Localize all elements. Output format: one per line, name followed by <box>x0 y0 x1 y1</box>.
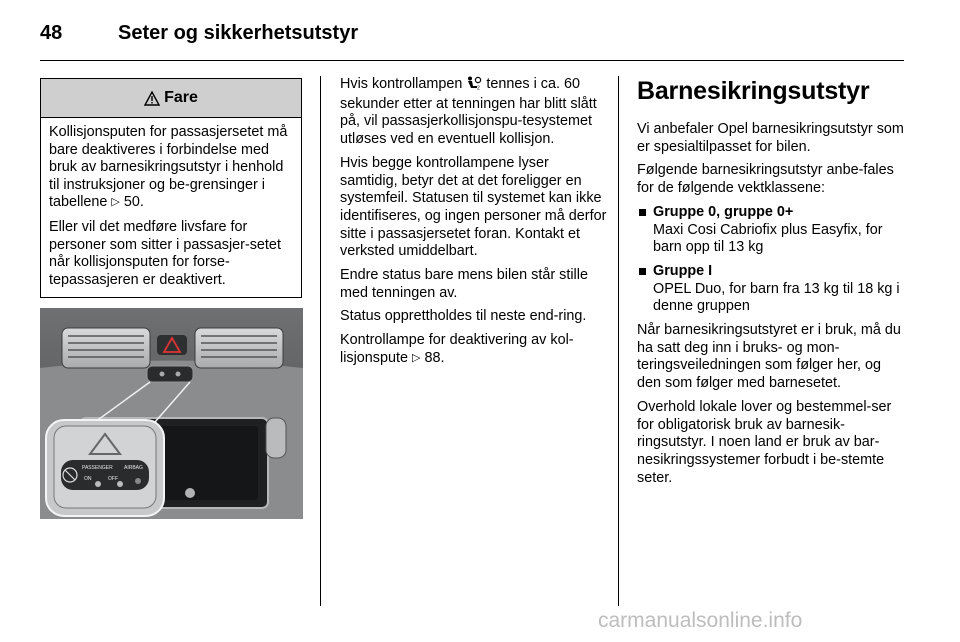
paragraph: Endre status bare mens bilen står stille med tenningen av. <box>340 267 588 301</box>
list-item <box>637 263 905 316</box>
list-item-desc: Maxi Cosi Cabriofix plus Easyfix, for barn opp til 13 kg <box>653 221 883 256</box>
warning-paragraph: Kollisjonsputen for passasjersetet må bare deaktiveres i forbindelse med bruk av barnesikringsutstyr i henhold til instruksjoner og be-grensinger i tabellene ▷ 50. <box>49 124 288 211</box>
paragraph: Hvis begge kontrollampene lyser samtidig, betyr det at det foreligger en systemfeil. Statusen til systemet kan ikke identifiseres, og ingen personer må derfor sitte i passasjersetet foran. Kontakt et verksted umiddelbart. <box>340 154 607 260</box>
paragraph: Når barnesikringsutstyret er i bruk, må du ha satt deg inn i bruks- og mon-teringsveiledningen som følger her, og den som følger med barnesetet. <box>637 322 901 392</box>
warning-label: Fare <box>164 89 198 106</box>
airbag-label: AIRBAG <box>124 465 143 471</box>
list-item-title: Gruppe 0, gruppe 0+ <box>653 203 794 220</box>
list-item-desc: OPEL Duo, for barn fra 13 kg til 18 kg i denne gruppen <box>653 280 900 315</box>
paragraph: Følgende barnesikringsutstyr anbe-fales for de følgende vektklassene: <box>637 162 894 197</box>
list-item-title: Gruppe I <box>653 262 713 279</box>
passenger-airbag-lamp-icon <box>466 76 482 96</box>
column-divider-left <box>320 76 321 606</box>
list-item <box>637 204 905 257</box>
warning-triangle-icon <box>144 91 160 106</box>
header-rule <box>40 60 904 61</box>
page-header <box>40 22 904 52</box>
column-divider-right <box>618 76 619 606</box>
danger-warning-box <box>40 78 302 298</box>
bullet-icon <box>639 268 646 275</box>
section-heading: Barnesikringsutstyr <box>637 77 870 105</box>
bullet-icon <box>639 209 646 216</box>
paragraph: Status opprettholdes til neste end-ring. <box>340 308 587 325</box>
watermark: carmanualsonline.info <box>598 609 803 632</box>
reference-arrow-icon: ▷ <box>111 196 120 209</box>
paragraph: Kontrollampe for deaktivering av kol-lisjonspute ▷ 88. <box>340 332 574 366</box>
text-column-right <box>637 76 905 493</box>
page-title: Seter og sikkerhetsutstyr <box>118 22 359 44</box>
svg-text:2: 2 <box>477 85 481 90</box>
page-reference-link[interactable]: 50. <box>123 194 144 211</box>
paragraph: Hvis kontrollampen 2 tennes i ca. 60 sekunder etter at tenningen har blitt slått på, vil passasjerkollisjonspu-tesystemet utløses ved en eventuell kollisjon. <box>340 76 597 148</box>
text-column-middle <box>340 76 608 374</box>
page-reference-link[interactable]: 88. <box>424 349 445 366</box>
on-label: ON <box>84 476 92 482</box>
paragraph: Vi anbefaler Opel barnesikringsutstyr som er spesialtilpasset for bilen. <box>637 121 904 155</box>
paragraph: Overhold lokale lover og bestemmel-ser for obligatorisk bruk av barnesik-ringsutstyr. I noen land er bruk av bar-nesikringssystemer forbudt i be-stemte seter. <box>637 398 892 486</box>
page-number: 48 <box>40 22 63 44</box>
off-label: OFF <box>108 476 118 482</box>
airbag-indicator-figure <box>40 308 303 519</box>
warning-header <box>41 79 301 118</box>
reference-arrow-icon: ▷ <box>412 351 421 364</box>
passenger-label: PASSENGER <box>82 465 113 471</box>
warning-paragraph: Eller vil det medføre livsfare for personer som sitter i passasjer-setet når kollisjonsputen for forse-tepassasjeren er deaktivert. <box>49 218 281 288</box>
